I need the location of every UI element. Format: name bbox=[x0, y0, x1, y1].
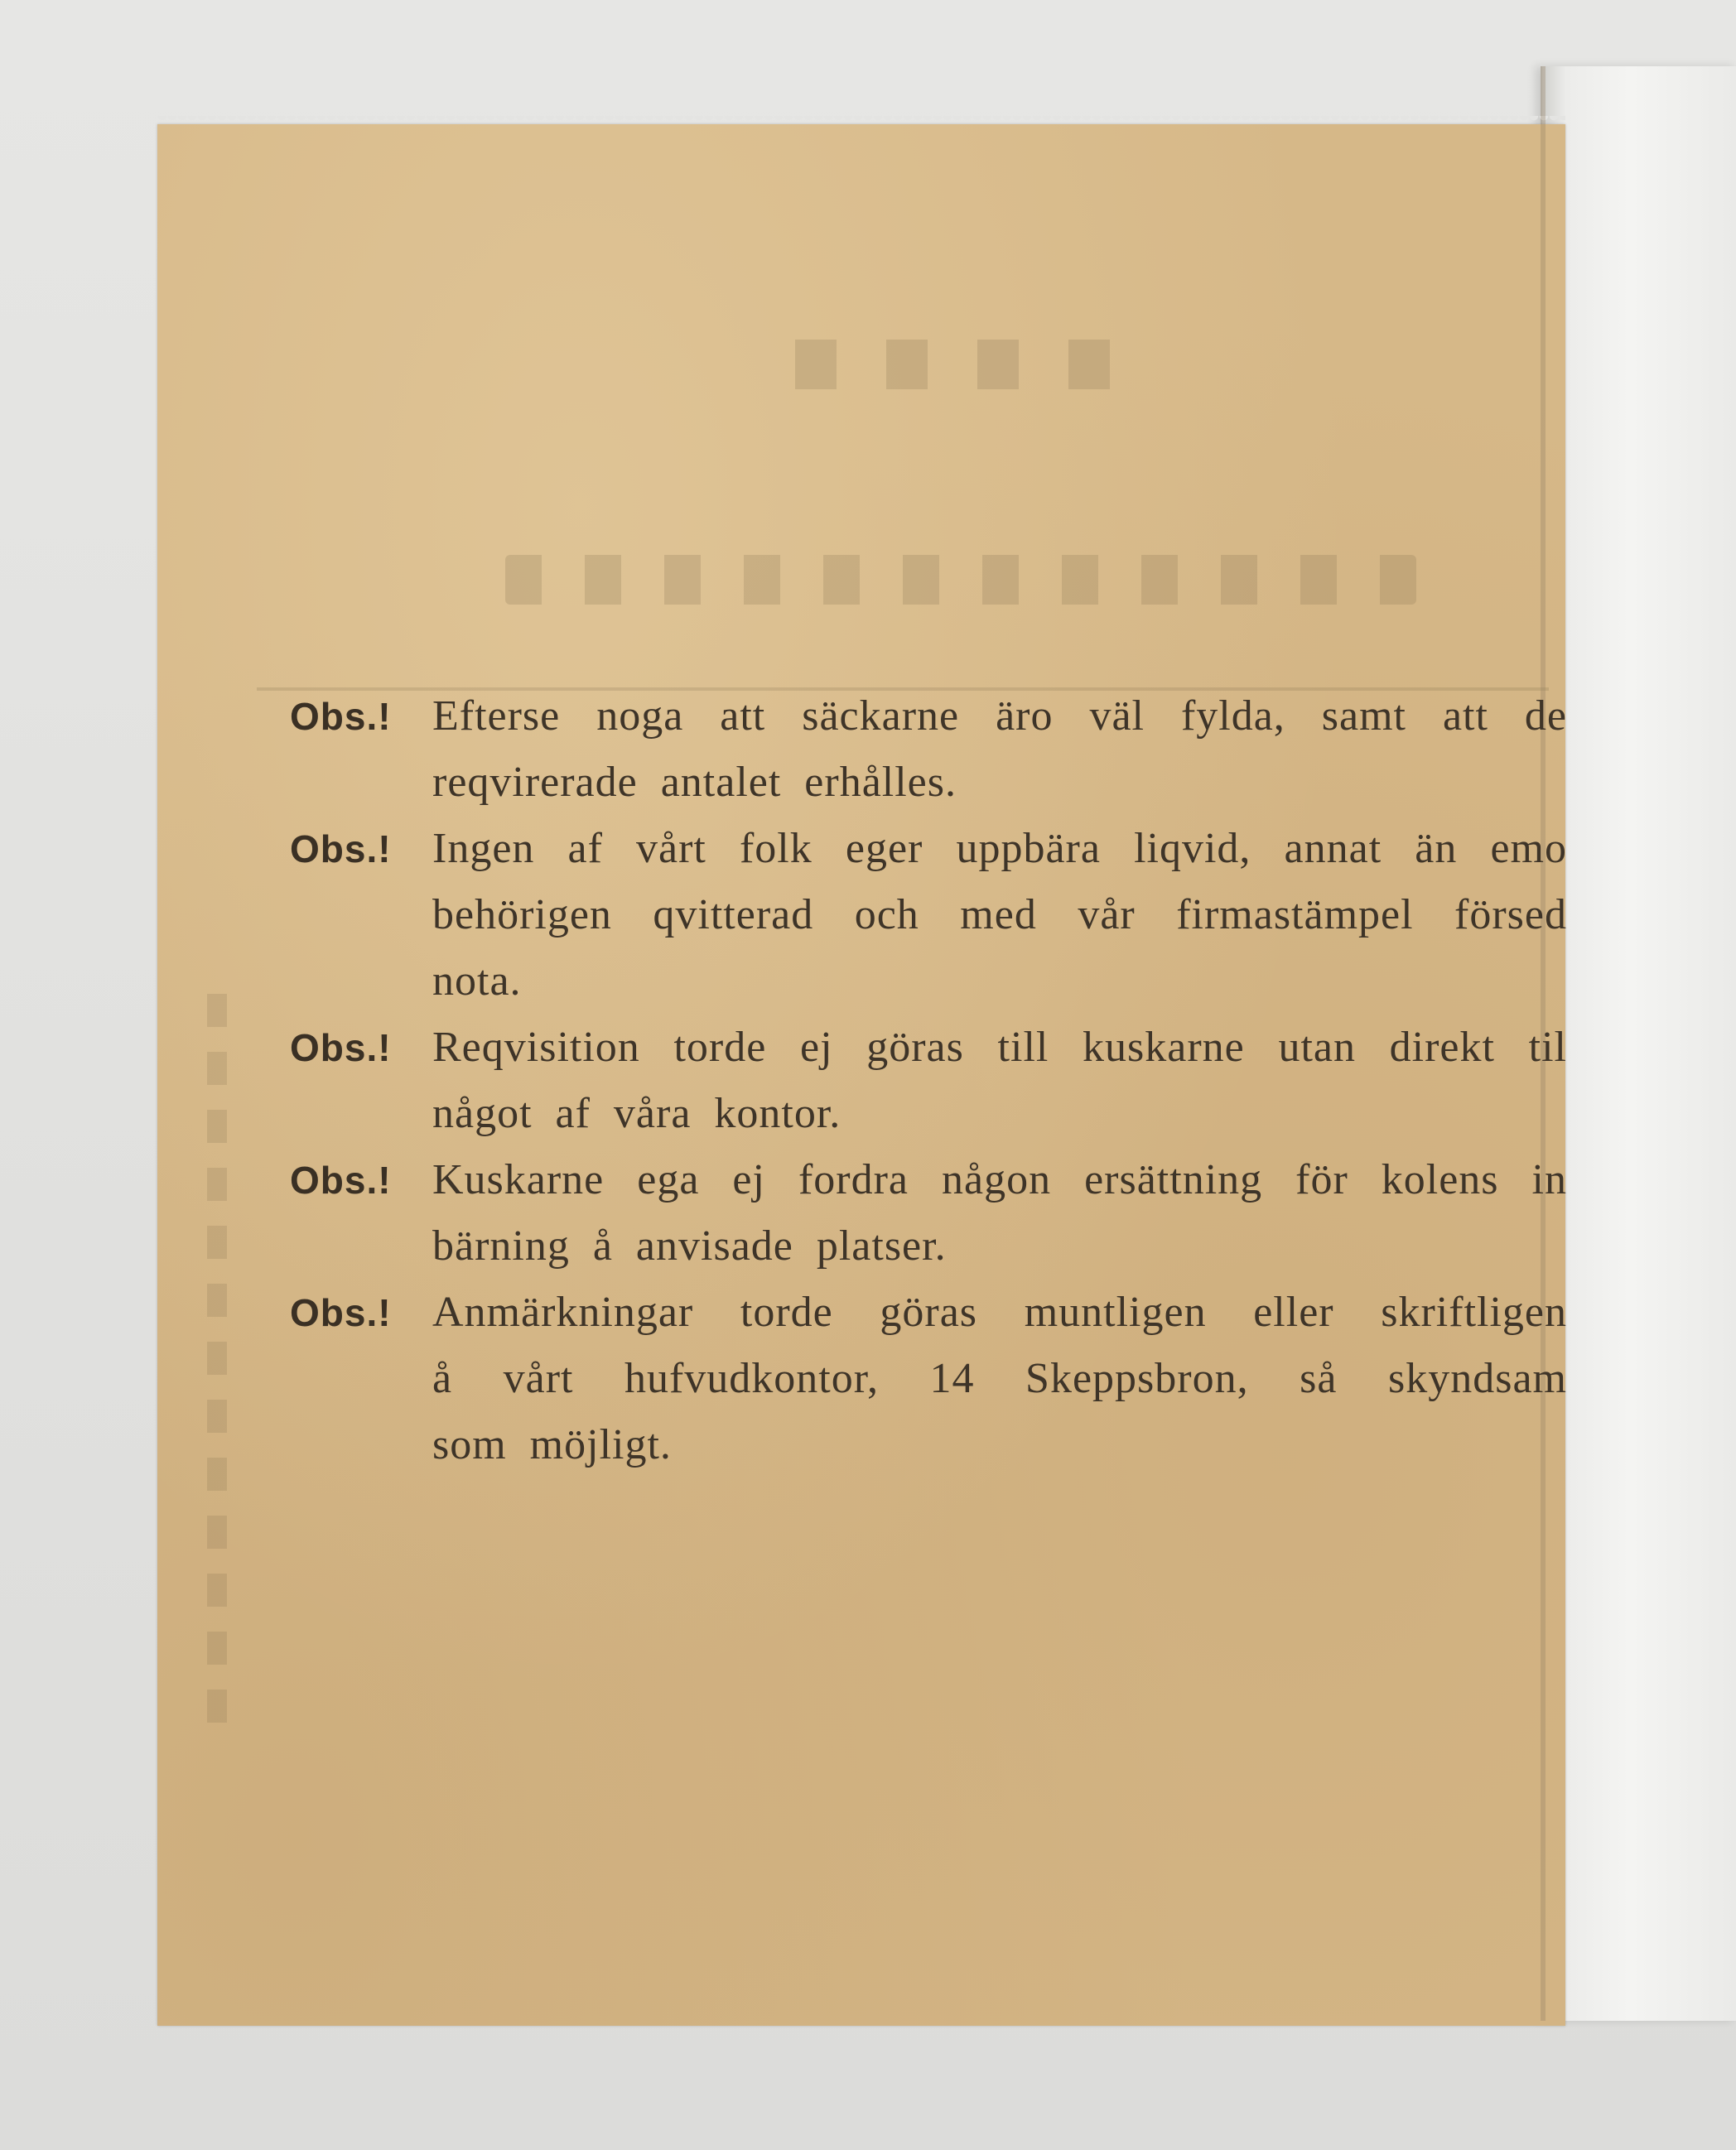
notice-text bbox=[432, 1280, 1565, 1478]
faded-company-name bbox=[505, 555, 1416, 605]
notice-line: Reqvisition torde ej göras till kuskarne utan direkt til bbox=[432, 1024, 1567, 1071]
notice-line: å vårt hufvudkontor, 14 Skeppsbron, så skyndsam bbox=[432, 1355, 1567, 1402]
notice-line: behörigen qvitterad och med vår firmastämpel försed bbox=[432, 891, 1567, 938]
notice-label: Obs.! bbox=[290, 1159, 392, 1202]
notice-line: nota. bbox=[432, 957, 522, 1005]
faded-header-word bbox=[795, 340, 1126, 389]
notice-item bbox=[290, 1015, 1565, 1147]
faded-side-print bbox=[207, 994, 227, 1739]
notice-text bbox=[432, 683, 1565, 816]
notice-line: Ingen af vårt folk eger uppbära liqvid, annat än emo bbox=[432, 825, 1567, 872]
adjacent-paper-sheet bbox=[1541, 66, 1736, 2021]
notice-label: Obs.! bbox=[290, 695, 392, 738]
notice-text bbox=[432, 1015, 1565, 1147]
notice-text bbox=[432, 1147, 1565, 1280]
notice-line: något af våra kontor. bbox=[432, 1090, 841, 1137]
notice-line: bärning å anvisade platser. bbox=[432, 1222, 947, 1270]
notice-line: som möjligt. bbox=[432, 1421, 672, 1468]
notice-line: Kuskarne ega ej fordra någon ersättning för kolens in bbox=[432, 1156, 1567, 1203]
notice-line: Efterse noga att säckarne äro väl fylda, samt att de bbox=[432, 692, 1567, 740]
faded-header-show-through bbox=[257, 240, 1549, 588]
notice-label: Obs.! bbox=[290, 1291, 392, 1334]
notice-label: Obs.! bbox=[290, 827, 392, 870]
notice-list bbox=[290, 683, 1565, 1478]
notice-label: Obs.! bbox=[290, 1026, 392, 1069]
notice-item bbox=[290, 816, 1565, 1015]
notice-item bbox=[290, 1280, 1565, 1478]
perforated-top-edge bbox=[157, 116, 1565, 126]
notice-line: Anmärkningar torde göras muntligen eller skriftligen bbox=[432, 1289, 1567, 1336]
notice-text bbox=[432, 816, 1565, 1015]
notice-item bbox=[290, 683, 1565, 816]
notice-item bbox=[290, 1147, 1565, 1280]
notice-line: reqvirerade antalet erhålles. bbox=[432, 759, 957, 806]
